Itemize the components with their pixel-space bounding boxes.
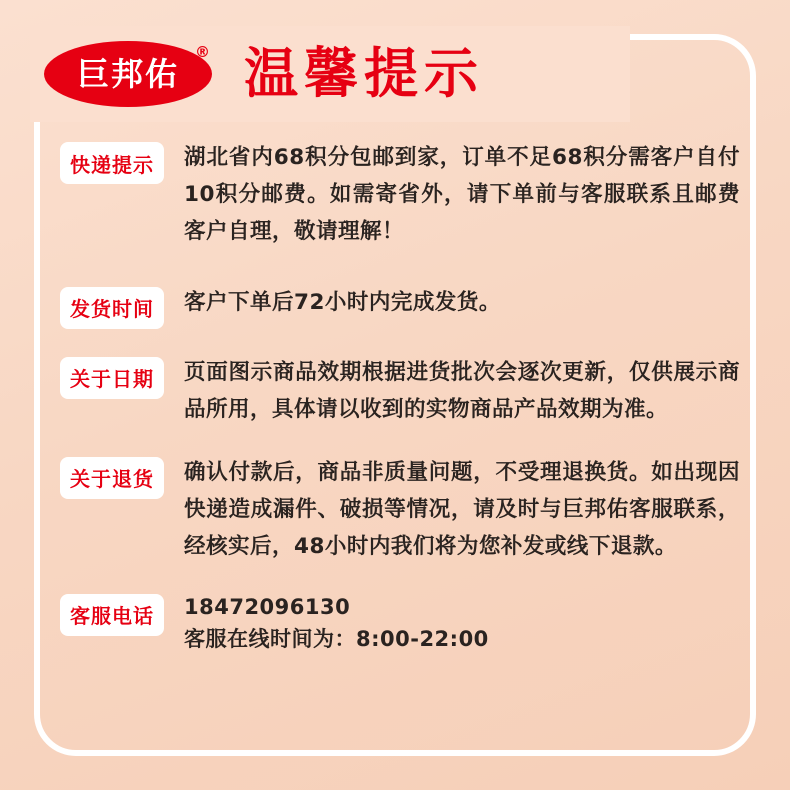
brand-logo [44,41,212,107]
notice-text-shipping-time: 客户下单后72小时内完成发货。 [184,289,501,315]
notice-item-date [60,355,740,429]
service-phone-number[interactable]: 18472096130 [184,594,351,619]
notice-text-return: 确认付款后，商品非质量问题，不受理退换货。如出现因快递造成漏件、破损等情况，请及时与巨邦佑客服联系，经核实后，48小时内我们将为您补发或线下退款。 [184,459,740,559]
poster-header [30,26,630,122]
notice-list [60,140,740,683]
notice-tag-shipping-time: 发货时间 [60,287,164,329]
notice-text-date: 页面图示商品效期根据进货批次会逐次更新，仅供展示商品所用，具体请以收到的实物商品产品效期为准。 [184,359,740,422]
notice-tag-date: 关于日期 [60,357,164,399]
service-contact-block [184,592,740,657]
notice-tag-express: 快递提示 [60,142,164,184]
notice-item-shipping-time [60,285,740,329]
page-title: 温馨提示 [244,42,484,105]
notice-tag-service-phone: 客服电话 [60,594,164,636]
notice-item-express [60,140,740,251]
service-hours: 客服在线时间为：8:00-22:00 [184,627,489,652]
registered-trademark-icon: ® [195,43,210,61]
brand-logo-text: 巨邦佑 [76,55,179,93]
notice-item-service-phone [60,592,740,657]
notice-item-return [60,455,740,566]
notice-tag-return: 关于退货 [60,457,164,499]
notice-text-express: 湖北省内68积分包邮到家，订单不足68积分需客户自付10积分邮费。如需寄省外，请下单前与客服联系且邮费客户自理，敬请理解！ [184,145,740,244]
